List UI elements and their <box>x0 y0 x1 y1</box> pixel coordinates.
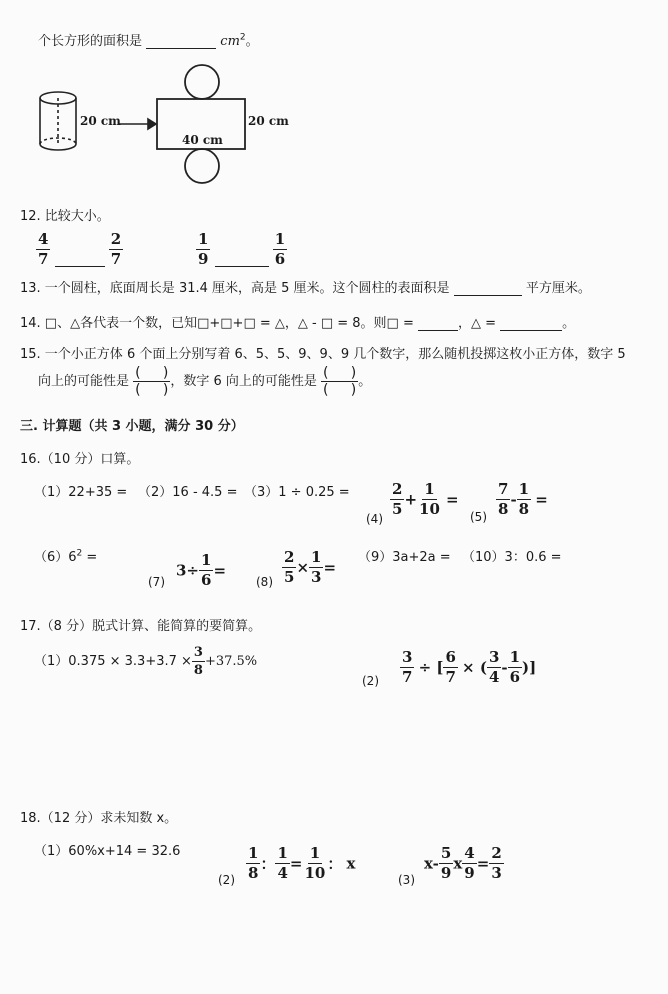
cylinder-net <box>157 65 245 183</box>
q16-item-3: （3）1 ÷ 0.25 = <box>244 485 350 500</box>
q16-item-2: （2）16 - 4.5 = <box>138 485 238 500</box>
q15-text-a: 向上的可能性是 <box>38 374 130 389</box>
q14-triangle-blank[interactable] <box>500 316 562 331</box>
fraction: $\frac{3}{8}$ <box>193 645 203 678</box>
fraction: $\frac{1}{10}$ <box>304 844 326 882</box>
arrow-icon <box>118 119 156 129</box>
fraction: $\frac{1}{6}$ <box>509 648 521 686</box>
q12-title: 12. 比较大小。 <box>20 209 110 224</box>
fraction: $\frac{6}{7}$ <box>445 648 456 686</box>
q11-line <box>38 30 259 49</box>
q15-answer-2[interactable]: $\frac{( )}{( )}$ <box>323 365 357 398</box>
q16-item-8-label: (8) <box>256 575 273 589</box>
fraction: $\frac{1}{6}$ <box>274 230 286 268</box>
q17-title: 17.（8 分）脱式计算、能简算的要简算。 <box>20 619 262 634</box>
q16-item-8: $\frac{2}{5}$ × $\frac{1}{3}$ = <box>284 548 337 586</box>
q14-square-blank[interactable] <box>418 316 458 331</box>
q14-line <box>20 312 575 331</box>
q11-answer-blank[interactable] <box>146 34 216 49</box>
q11-unit: cm <box>220 34 240 49</box>
q18-problem-1: （1）60%x+14 = 32.6 <box>34 844 181 859</box>
fraction: $\frac{2}{7}$ <box>110 230 122 268</box>
fraction: $\frac{3}{4}$ <box>488 648 500 686</box>
fraction: $\frac{4}{9}$ <box>464 844 475 882</box>
q13-text: 13. 一个圆柱，底面周长是 31.4 厘米，高是 5 厘米。这个圆柱的表面积是 <box>20 281 450 296</box>
q16-item-7-label: (7) <box>148 575 165 589</box>
rect-height-label: 20 cm <box>248 114 289 128</box>
fraction: $\frac{3}{7}$ <box>402 648 413 686</box>
fraction: $\frac{7}{8}$ <box>498 480 509 518</box>
q18-problem-3-label: (3) <box>398 873 415 887</box>
fraction: $\frac{2}{3}$ <box>491 844 502 882</box>
rect-width-label: 40 cm <box>182 133 223 147</box>
q16-item-4-label: (4) <box>366 512 383 526</box>
q16-item-1: （1）22+35 = <box>34 485 128 500</box>
q16-item-10: （10）3：0.6 = <box>462 550 562 565</box>
q12-compare-b <box>196 232 287 267</box>
q17-problem-1: （1）0.375 × 3.3+3.7 × $\frac{3}{8}$ +37.5% <box>34 645 258 678</box>
q15-end: 。 <box>358 374 372 389</box>
q17-problem-2-label: (2) <box>362 674 379 688</box>
q15-text-b: ，数字 6 向上的可能性是 <box>170 374 317 389</box>
fraction: $\frac{1}{9}$ <box>198 230 209 268</box>
q12-a-blank[interactable] <box>55 248 105 267</box>
fraction: $\frac{1}{10}$ <box>419 480 440 518</box>
fraction: $\frac{1}{8}$ <box>248 844 259 882</box>
q17-problem-2: $\frac{3}{7}$ ÷ [ $\frac{6}{7}$ × ( $\frac{3}{4}$ - $\frac{1}{6}$ )] <box>402 648 537 686</box>
q16-item-7: 3÷ $\frac{1}{6}$ = <box>176 551 227 589</box>
fraction: $\frac{1}{8}$ <box>518 480 530 518</box>
q11-text: 个长方形的面积是 <box>38 34 143 49</box>
fraction: $\frac{5}{9}$ <box>440 844 452 882</box>
fraction: $\frac{1}{6}$ <box>201 551 212 589</box>
q18-problem-2-label: (2) <box>218 873 235 887</box>
fraction: $\frac{1}{3}$ <box>311 548 322 586</box>
fraction: $\frac{2}{5}$ <box>392 480 403 518</box>
section-title: 三. 计算题（共 3 小题，满分 30 分） <box>20 419 244 434</box>
q13-unit: 平方厘米。 <box>525 281 591 296</box>
q16-item-6: $(6)6^2$ = <box>34 548 98 565</box>
q15-line2 <box>38 366 371 397</box>
q15-answer-1[interactable]: $\frac{( )}{( )}$ <box>135 365 169 398</box>
q13-line <box>20 277 591 296</box>
q16-item-9: （9）3a+2a = <box>358 550 451 565</box>
q18-problem-3: x- $\frac{5}{9}$ x $\frac{4}{9}$ = $\frac{2}{3}$ <box>424 844 502 882</box>
q13-answer-blank[interactable] <box>454 281 522 296</box>
cylinder-figure <box>40 92 76 150</box>
q14-end: 。 <box>562 316 576 331</box>
fraction: $\frac{2}{5}$ <box>284 548 295 586</box>
q15-line1: 15. 一个小正方体 6 个面上分别写着 6、5、5、9、9、9 几个数字，那么随机投掷这枚小正方体，数字 5 <box>20 347 626 362</box>
fraction: $\frac{4}{7}$ <box>38 230 49 268</box>
q14-text: 14. □、△各代表一个数，已知□+□+□ = △，△ - □ = 8。则□ = <box>20 316 414 331</box>
q11-end: 。 <box>245 34 259 49</box>
q16-item-5-label: (5) <box>470 510 487 524</box>
cyl-height-label: 20 cm <box>80 114 121 128</box>
fraction: $\frac{1}{4}$ <box>277 844 288 882</box>
q16-item-5: $\frac{7}{8}$ - $\frac{1}{8}$ = <box>498 480 548 518</box>
q12-b-blank[interactable] <box>215 248 269 267</box>
q12-compare-a <box>36 232 123 267</box>
q16-item-4: $\frac{2}{5}$ + $\frac{1}{10}$ = <box>392 480 459 518</box>
q14-mid: ，△ = <box>458 316 497 331</box>
q18-title: 18.（12 分）求未知数 x。 <box>20 811 178 826</box>
q11-unit-exp: 2 <box>239 32 246 43</box>
q16-title: 16.（10 分）口算。 <box>20 452 140 467</box>
q18-problem-2: $\frac{1}{8}$ ： $\frac{1}{4}$ = $\frac{1}{10}$ ： x <box>248 844 356 882</box>
